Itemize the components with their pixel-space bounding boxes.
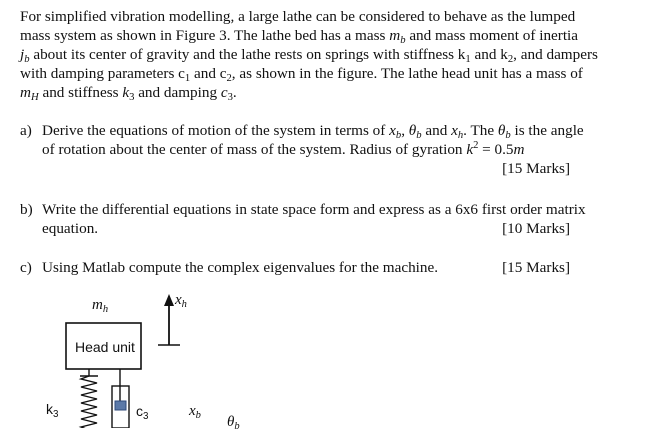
symbol: H [30,92,39,103]
question-a-label: a) [20,122,32,139]
intro-text: with damping parameters c [20,65,185,82]
question-text: = 0.5 [478,141,514,158]
intro-text: , as shown in the figure. The lathe head unit has a mass of [231,65,583,82]
symbol: m [513,141,525,158]
symbol: m [20,84,31,101]
symbol: 3 [129,92,135,103]
question-b-marks: [10 Marks] [502,220,570,237]
symbol: 2 [473,140,479,151]
question-c-line-1: Using Matlab compute the complex eigenvalues for the machine. [42,259,439,276]
symbol: θ [408,122,417,139]
symbol: m [389,27,401,44]
symbol: b [416,130,422,141]
intro-text: and c [190,65,227,82]
symbol: 3 [143,411,149,422]
question-c-label: c) [20,259,32,276]
symbol: h [181,299,187,310]
symbol: b [234,421,240,432]
symbol: x [389,122,396,139]
symbol: k [466,141,474,158]
question-text: of rotation about the center of mass of the system. Radius of gyration [42,141,467,158]
head-mass-label [92,297,108,314]
symbol: 2 [226,73,232,84]
theta-b-label [227,414,240,431]
k3-label [46,401,59,420]
c3-label [136,403,149,422]
question-b-line-1: Write the differential equations in state space form and express as a 6x6 first order matrix [42,201,586,218]
symbol: k [46,401,53,417]
intro-text: and mass moment of inertia [405,27,579,44]
xh-arrow-head [164,294,174,306]
intro-text: about its center of gravity and the lathe rests on springs with stiffness k [29,46,466,63]
symbol: b [505,130,511,141]
question-text: is the angle [510,122,584,139]
symbol: θ [497,122,506,139]
symbol: 1 [184,73,191,84]
question-text: Derive the equations of motion of the system in terms of [42,122,390,139]
head-unit-label: Head unit [75,339,135,355]
question-a-marks: [15 Marks] [502,160,570,177]
xb-label [189,403,201,420]
question-text: and [421,122,452,139]
symbol: x [189,403,196,419]
symbol: c [220,84,228,101]
intro-text: . [232,84,237,101]
intro-text: and k [470,46,508,63]
xh-label [175,292,187,309]
intro-text: For simplified vibration modelling, a large lathe can be considered to behave as the lumped [20,8,576,25]
symbol: b [400,35,406,46]
symbol: b [195,410,201,421]
question-c-marks: [15 Marks] [502,259,570,276]
symbol: c [136,403,143,419]
symbol: h [457,130,464,141]
symbol: j [20,46,25,63]
symbol: b [24,54,30,65]
symbol: m [92,297,103,313]
intro-text: , and dampers [513,46,598,63]
question-text: , [401,122,409,139]
intro-text: and stiffness [38,84,123,101]
symbol: x [175,292,182,308]
symbol: 1 [465,54,471,65]
symbol: 2 [507,54,514,65]
intro-text: mass system as shown in Figure 3. The lathe bed has a mass [20,27,390,44]
symbol: θ [227,414,235,430]
symbol: b [395,130,402,141]
question-b-label: b) [20,201,33,218]
symbol: k [122,84,130,101]
intro-text: and damping [134,84,221,101]
symbol: 3 [227,92,233,103]
symbol: 3 [53,409,59,420]
spring-k3 [80,369,98,428]
question-text: . The [463,122,498,139]
symbol: h [102,304,109,315]
question-b-line-2: equation. [42,220,99,237]
damper-c3 [112,369,129,428]
symbol: x [451,122,458,139]
